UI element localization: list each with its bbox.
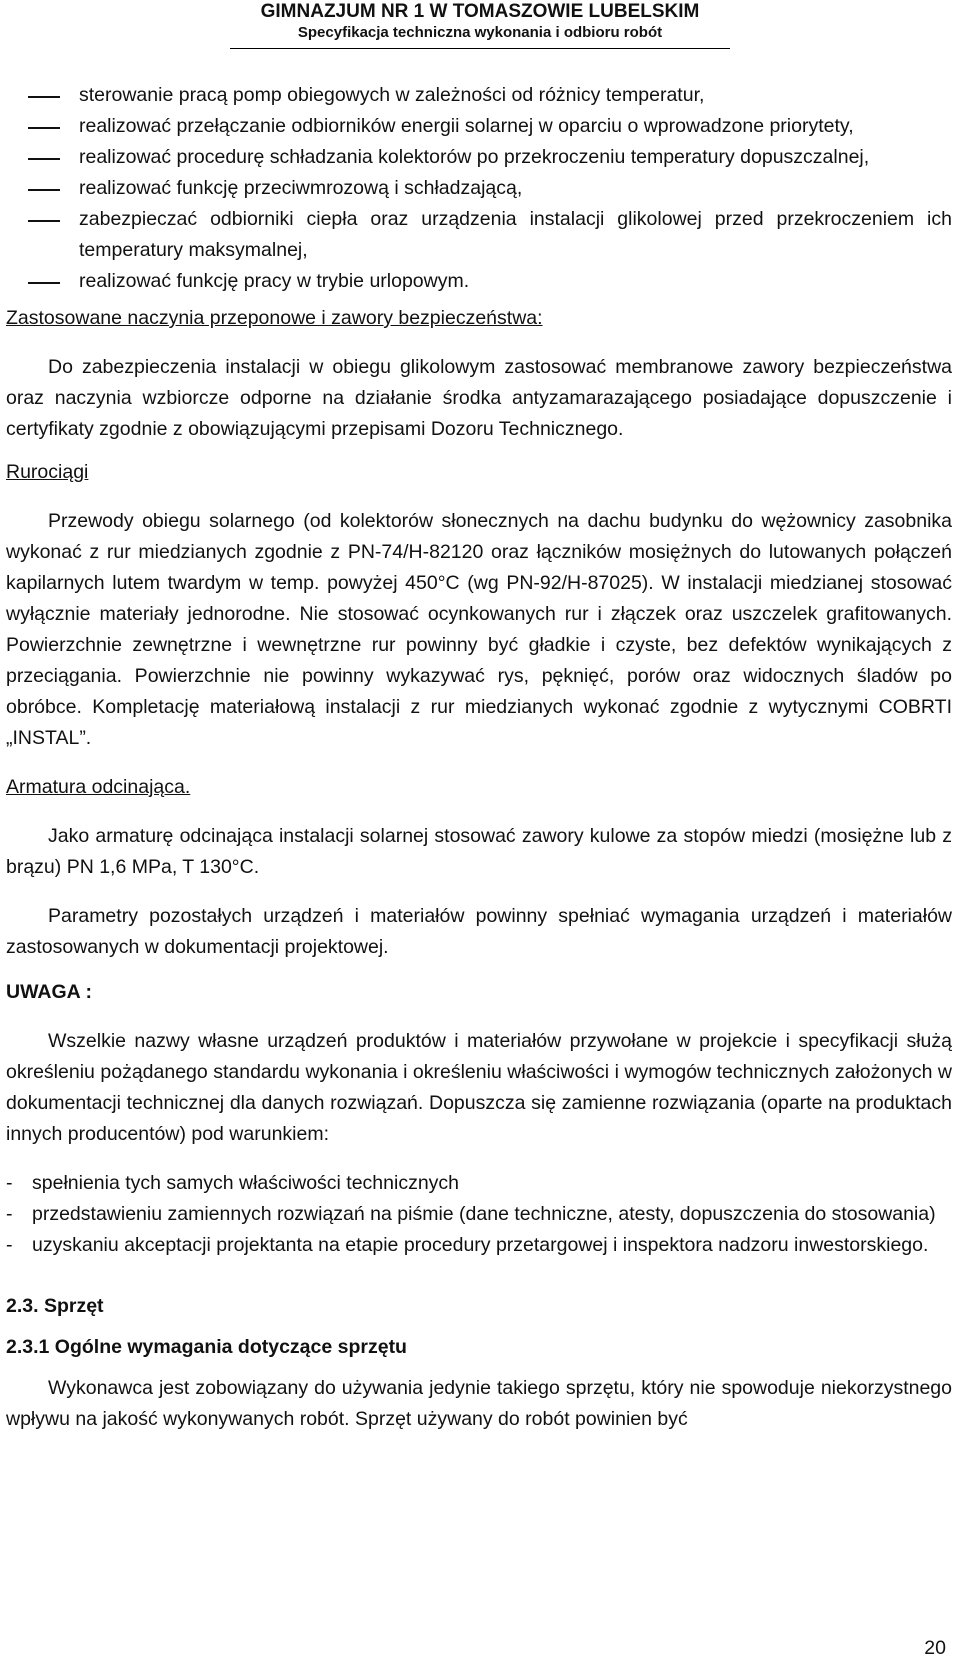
- valves-paragraph-2: Parametry pozostałych urządzeń i materiałów powinny spełniać wymagania urządzeń i materiałów zastosowanych w dokumentacji projektowej.: [6, 905, 952, 958]
- hyphen-bullet: -: [6, 1234, 13, 1256]
- list-item: [6, 111, 952, 142]
- equipment-paragraph: Wykonawca jest zobowiązany do używania jedynie takiego sprzętu, który nie spowoduje niekorzystnego wpływu na jakość wykonywanych robót. Sprzęt używany do robót powinien być: [6, 1377, 952, 1430]
- hyphen-bullet: -: [6, 1172, 13, 1194]
- equipment-section-heading: 2.3. Sprzęt: [6, 1295, 104, 1317]
- list-item-text: realizować funkcję przeciwmrozową i schładzającą,: [79, 177, 523, 199]
- vessels-paragraph: Do zabezpieczenia instalacji w obiegu glikolowym zastosować membranowe zawory bezpieczeństwa oraz naczynia wzbiorcze odporne na działanie środka antyzamarazającego posiadające dopuszczenie i certyfikaty zgodnie z obowiązującymi przepisami Dozoru Technicznego.: [6, 356, 952, 440]
- list-item-text: przedstawieniu zamiennych rozwiązań na piśmie (dane techniczne, atesty, dopuszczenia do stosowania): [32, 1203, 936, 1225]
- hyphen-bullet: -: [6, 1203, 13, 1225]
- valves-paragraph-1: Jako armaturę odcinająca instalacji solarnej stosować zawory kulowe za stopów miedzi (mosiężne lub z brązu) PN 1,6 MPa, T 130°C.: [6, 825, 952, 878]
- list-item-text: sterowanie pracą pomp obiegowych w zależności od różnicy temperatur,: [79, 84, 705, 106]
- list-item-text: realizować przełączanie odbiorników energii solarnej w oparciu o wprowadzone priorytety,: [79, 115, 854, 137]
- list-item-text: zabezpieczać odbiorniki ciepła oraz urządzenia instalacji glikolowej przed przekroczeniem ich temperatury maksymalnej,: [79, 208, 952, 261]
- header-school-name: GIMNAZJUM NR 1 W TOMASZOWIE LUBELSKIM: [260, 1, 700, 22]
- list-item: [6, 142, 952, 173]
- pipes-paragraph: Przewody obiegu solarnego (od kolektorów słonecznych na dachu budynku do wężownicy zasobnika wykonać z rur miedzianych zgodnie z PN-74/H-82120 oraz łączników mosiężnych do lutowanych połączeń kapilarnych lutem twardym w temp. powyżej 450°C (wg PN-92/H-87025). W instalacji miedzianej stosować wyłącznie materiały jednorodne. Nie stosować ocynkowanych rur i złączek oraz uszczelek grafitowanych. Powierzchnie zewnętrzne i wewnętrzne rur powinny być gładkie i czyste, bez defektów wynikających z przeciągania. Powierzchnie nie powinny wykazywać rys, pęknięć, porów oraz widocznych śladów po obróbce. Kompletację materiałową instalacji z rur miedzianych wykonać zgodnie z wytycznymi COBRTI „INSTAL”.: [6, 510, 952, 749]
- controller-functions-list: [6, 80, 952, 297]
- list-item: [6, 1230, 952, 1261]
- note-paragraph: Wszelkie nazwy własne urządzeń produktów i materiałów przywołane w projekcie i specyfikacji służą określeniu pożądanego standardu wykonania i określeniu właściwości i wymogów technicznych założonych w dokumentacji technicznej dla danych rozwiązań. Dopuszcza się zamienne rozwiązania (oparte na produktach innych producentów) pod warunkiem:: [6, 1030, 952, 1145]
- note-heading: UWAGA :: [6, 981, 92, 1003]
- vessels-heading: Zastosowane naczynia przeponowe i zawory bezpieczeństwa:: [6, 307, 543, 329]
- note-conditions-list: [6, 1168, 952, 1261]
- list-item: [6, 204, 952, 266]
- list-item: [6, 1199, 952, 1230]
- valves-heading: Armatura odcinająca.: [6, 776, 191, 798]
- page-header: [230, 0, 730, 49]
- list-item: [6, 1168, 952, 1199]
- list-item-text: realizować funkcję pracy w trybie urlopowym.: [79, 270, 470, 292]
- list-item-text: spełnienia tych samych właściwości technicznych: [32, 1172, 460, 1194]
- document-body: [6, 80, 952, 1435]
- list-item-text: uzyskaniu akceptacji projektanta na etapie procedury przetargowej i inspektora nadzoru inwestorskiego.: [32, 1234, 929, 1256]
- header-subtitle: Specyfikacja techniczna wykonania i odbioru robót: [297, 24, 663, 41]
- list-item: [6, 80, 952, 111]
- list-item: [6, 173, 952, 204]
- page-number: 20: [924, 1637, 946, 1659]
- list-item-text: realizować procedurę schładzania kolektorów po przekroczeniu temperatury dopuszczalnej,: [79, 146, 870, 168]
- list-item: [6, 266, 952, 297]
- header-rule: [230, 48, 730, 49]
- pipes-heading: Rurociągi: [6, 461, 89, 483]
- equipment-subsection-heading: 2.3.1 Ogólne wymagania dotyczące sprzętu: [6, 1336, 407, 1358]
